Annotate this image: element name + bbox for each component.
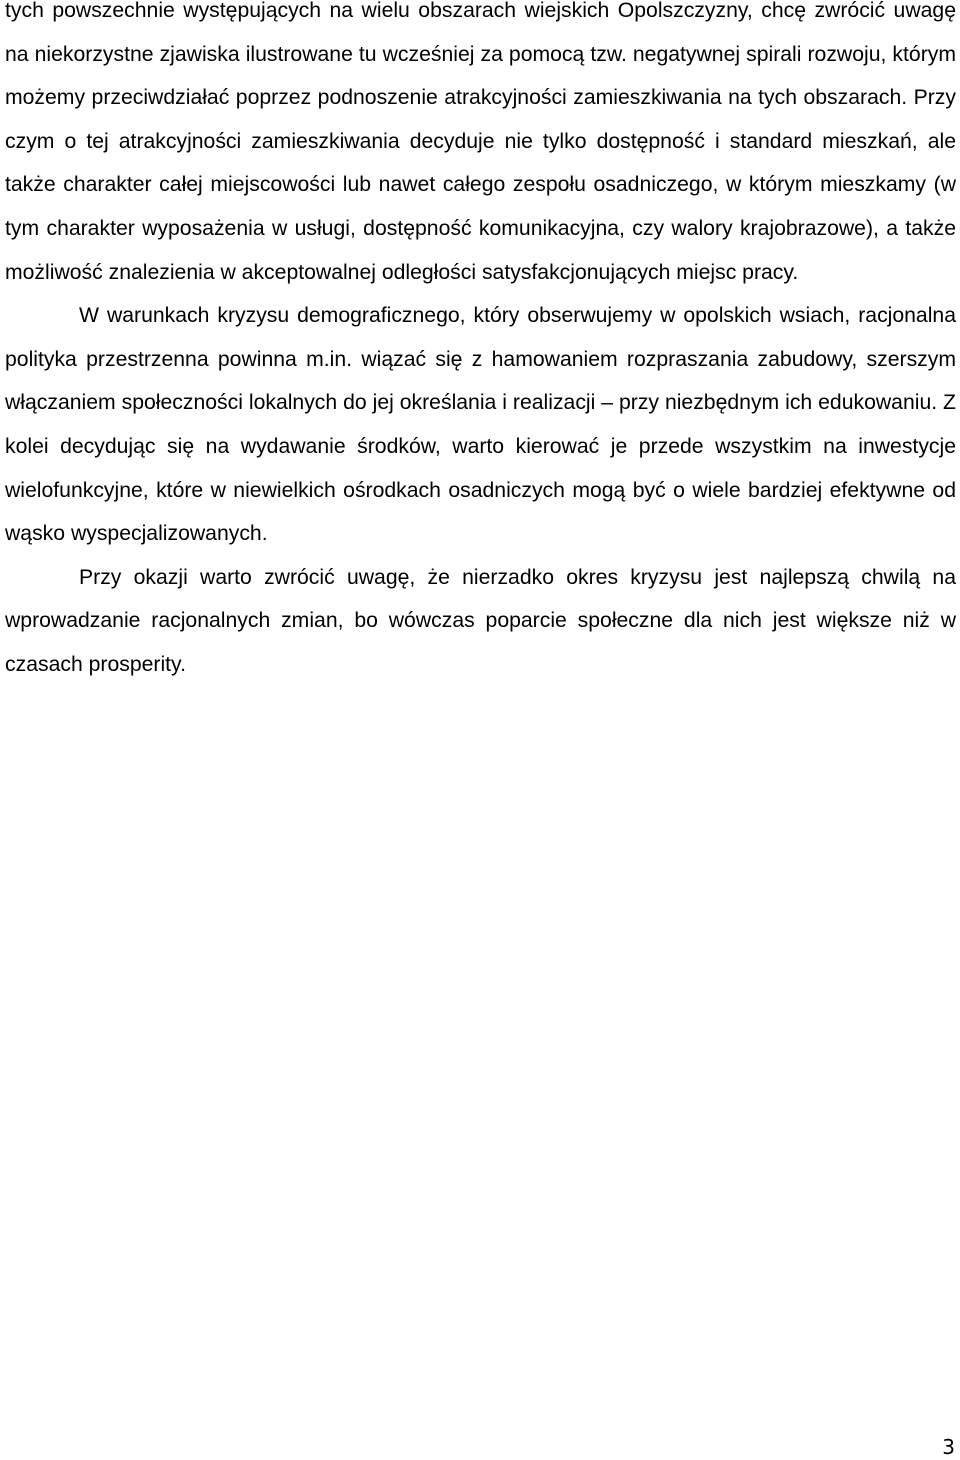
document-body	[5, 0, 956, 687]
paragraph-continuation: tych powszechnie występujących na wielu obszarach wiejskich Opolszczyzny, chcę zwrócić uwagę na niekorzystne zjawiska ilustrowane tu wcześniej za pomocą tzw. negatywnej spirali rozwoju, którym możemy przeciwdziałać poprzez podnoszenie atrakcyjności zamieszkiwania na tych obszarach. Przy czym o tej atrakcyjności zamieszkiwania decyduje nie tylko dostępność i standard mieszkań, ale także charakter całej miejscowości lub nawet całego zespołu osadniczego, w którym mieszkamy (w tym charakter wyposażenia w usługi, dostępność komunikacyjna, czy walory krajobrazowe), a także możliwość znalezienia w akceptowalnej odległości satysfakcjonujących miejsc pracy.	[5, 0, 956, 284]
paragraph-demographic-crisis: W warunkach kryzysu demograficznego, który obserwujemy w opolskich wsiach, racjonalna polityka przestrzenna powinna m.in. wiązać się z hamowaniem rozpraszania zabudowy, szerszym włączaniem społeczności lokalnych do jej określania i realizacji – przy niezbędnym ich edukowaniu. Z kolei decydując się na wydawanie środków, warto kierować je przede wszystkim na inwestycje wielofunkcyjne, które w niewielkich ośrodkach osadniczych mogą być o wiele bardziej efektywne od wąsko wyspecjalizowanych.	[5, 304, 956, 546]
paragraph-crisis-opportunity: Przy okazji warto zwrócić uwagę, że nierzadko okres kryzysu jest najlepszą chwilą na wprowadzanie racjonalnych zmian, bo wówczas poparcie społeczne dla nich jest większe niż w czasach prosperity.	[5, 565, 956, 676]
page-number: 3	[942, 1435, 955, 1459]
